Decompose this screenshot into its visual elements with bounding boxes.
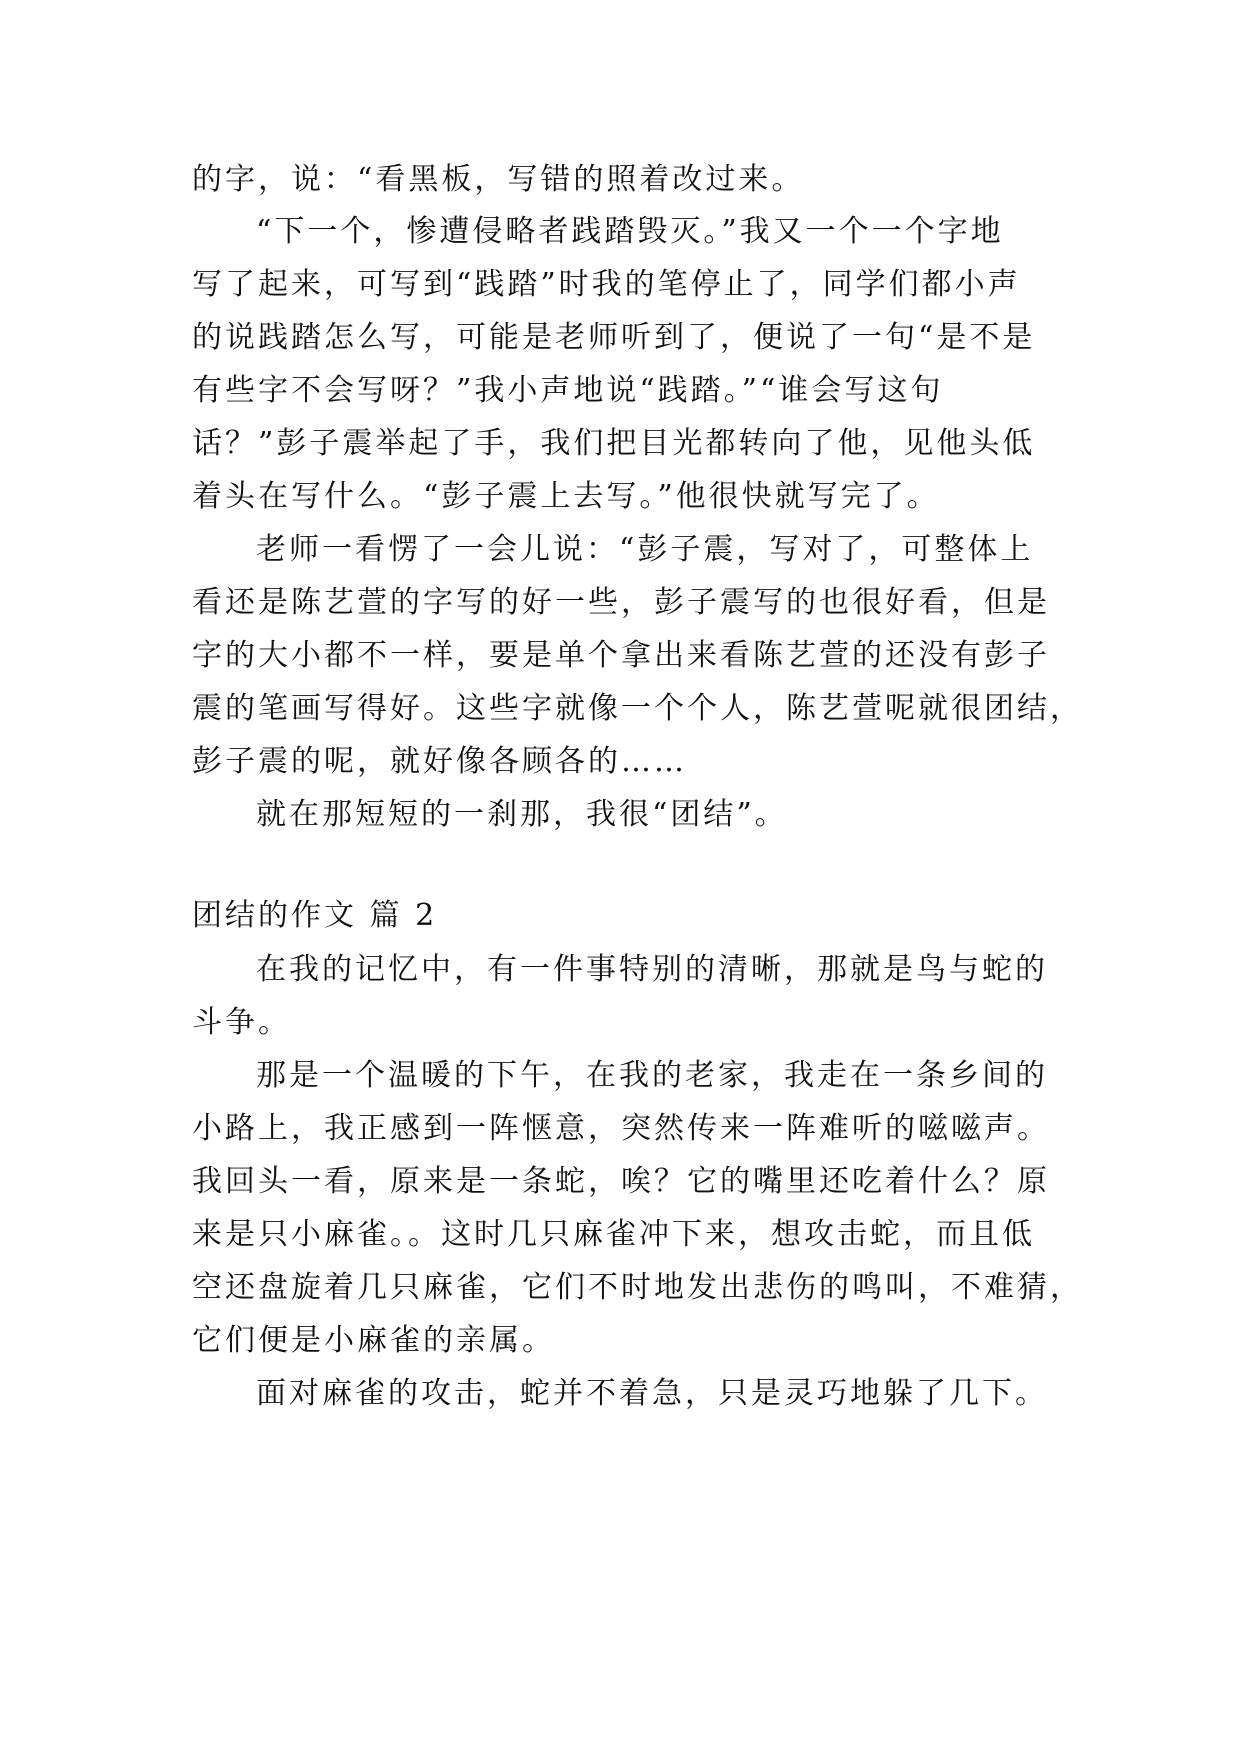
text-line: 彭子震的呢，就好像各顾各的…… — [192, 744, 687, 779]
text-line: 话？”彭子震举起了手，我们把目光都转向了他，见他头低 — [192, 426, 1036, 461]
text-line: 老师一看愣了一会儿说：“彭子震，写对了，可整体上 — [256, 532, 1034, 567]
text-line: 看还是陈艺萱的字写的好一些，彭子震写的也很好看，但是 — [192, 585, 1050, 620]
text-line: “下一个，惨遭侵略者践踏毁灭。”我又一个一个字地 — [256, 214, 1004, 249]
text-line: 有些字不会写呀？”我小声地说“践踏。”“谁会写这句 — [192, 373, 944, 408]
text-line: 来是只小麻雀。。这时几只麻雀冲下来，想攻击蛇，而且低 — [192, 1217, 1035, 1252]
text-line: 写了起来，可写到“践踏”时我的笔停止了，同学们都小声 — [192, 267, 1021, 302]
text-line: 我回头一看，原来是一条蛇，唉？它的嘴里还吃着什么？原 — [192, 1164, 1050, 1199]
text-line: 空还盘旋着几只麻雀，它们不时地发出悲伤的鸣叫，不难猜， — [192, 1270, 1083, 1305]
text-line: 的字，说：“看黑板，写错的照着改过来。 — [192, 162, 805, 197]
text-line: 它们便是小麻雀的亲属。 — [192, 1323, 555, 1358]
text-line: 面对麻雀的攻击，蛇并不着急，只是灵巧地躲了几下。 — [256, 1376, 1048, 1411]
text-line: 那是一个温暖的下午，在我的老家，我走在一条乡间的 — [256, 1058, 1048, 1093]
text-line: 就在那短短的一刹那，我很“团结”。 — [256, 797, 788, 832]
text-line: 震的笔画写得好。这些字就像一个个人，陈艺萱呢就很团结， — [192, 691, 1083, 726]
text-line: 斗争。 — [192, 1005, 291, 1040]
text-line: 的说践踏怎么写，可能是老师听到了，便说了一句“是不是 — [192, 320, 1036, 355]
text-line: 着头在写什么。“彭子震上去写。”他很快就写完了。 — [192, 479, 940, 514]
text-line: 字的大小都不一样，要是单个拿出来看陈艺萱的还没有彭子 — [192, 638, 1050, 673]
text-line: 小路上，我正感到一阵惬意，突然传来一阵难听的嗞嗞声。 — [192, 1111, 1050, 1146]
section-heading: 团结的作文 篇 2 — [192, 898, 438, 933]
text-line: 在我的记忆中，有一件事特别的清晰，那就是鸟与蛇的 — [256, 952, 1048, 987]
